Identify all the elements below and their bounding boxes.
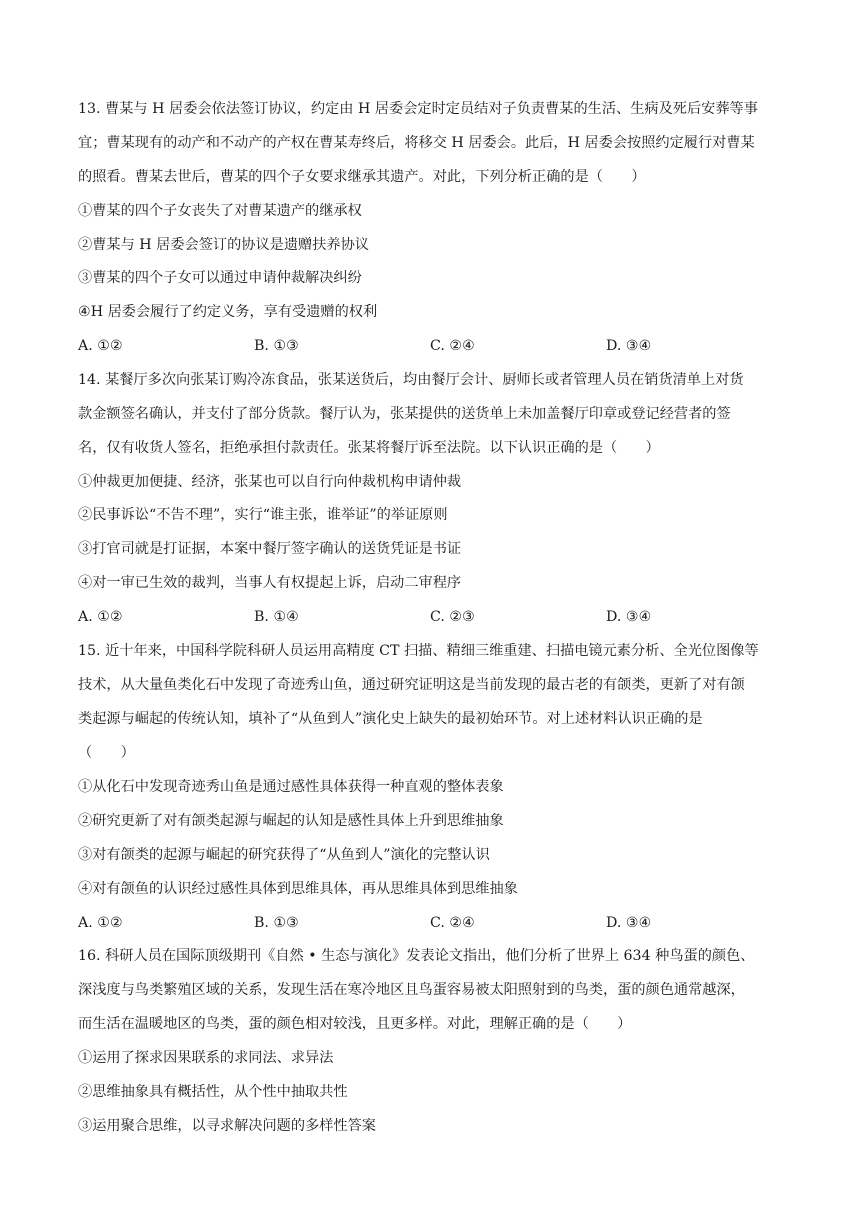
q15-stem-line-1: 15. 近十年来，中国科学院科研人员运用高精度 CT 扫描、精细三维重建、扫描电镜元素分析、全光位图像等 xyxy=(78,643,759,659)
q13-option-d: D. ③④ xyxy=(606,338,652,354)
q14-statement-1: ①仲裁更加便捷、经济，张某也可以自行向仲裁机构申请仲裁 xyxy=(78,474,462,490)
q16-statement-1: ①运用了探求因果联系的求同法、求异法 xyxy=(78,1050,334,1066)
q16-statement-3: ③运用聚合思维，以寻求解决问题的多样性答案 xyxy=(78,1118,376,1134)
q13-statement-3: ③曹某的四个子女可以通过申请仲裁解决纠纷 xyxy=(78,270,362,286)
q13-statement-2: ②曹某与 H 居委会签订的协议是遗赠扶养协议 xyxy=(78,237,369,253)
q13-options xyxy=(78,336,798,356)
q15-stem-line-4: （ ） xyxy=(78,745,135,761)
q13-option-a: A. ①② xyxy=(78,338,123,354)
q13-stem-line-2: 宜；曹某现有的动产和不动产的产权在曹某寿终后，将移交 H 居委会。此后，H 居委会按照约定履行对曹某 xyxy=(78,135,755,151)
q15-option-b: B. ①③ xyxy=(254,915,299,931)
q13-option-b: B. ①③ xyxy=(254,338,299,354)
q15-statement-2: ②研究更新了对有颌类起源与崛起的认知是感性具体上升到思维抽象 xyxy=(78,813,504,829)
q14-stem-line-1: 14. 某餐厅多次向张某订购冷冻食品，张某送货后，均由餐厅会计、厨师长或者管理人员在销货清单上对货 xyxy=(78,372,744,388)
q16-stem-line-3: 而生活在温暖地区的鸟类，蛋的颜色相对较浅，且更多样。对此，理解正确的是（ ） xyxy=(78,1016,632,1032)
q15-statement-1: ①从化石中发现奇迹秀山鱼是通过感性具体获得一种直观的整体表象 xyxy=(78,779,504,795)
q15-stem-line-2: 技术，从大量鱼类化石中发现了奇迹秀山鱼，通过研究证明这是当前发现的最古老的有颌类，更新了对有颌 xyxy=(78,677,745,693)
q14-option-d: D. ③④ xyxy=(606,609,652,625)
q13-statement-4: ④H 居委会履行了约定义务，享有受遗赠的权利 xyxy=(78,304,378,320)
q15-option-d: D. ③④ xyxy=(606,915,652,931)
q14-options xyxy=(78,607,798,627)
q15-statement-4: ④对有颌鱼的认识经过感性具体到思维具体，再从思维具体到思维抽象 xyxy=(78,881,518,897)
q14-option-c: C. ②③ xyxy=(430,609,475,625)
q14-statement-3: ③打官司就是打证据，本案中餐厅签字确认的送货凭证是书证 xyxy=(78,541,462,557)
q13-stem-line-1: 13. 曹某与 H 居委会依法签订协议，约定由 H 居委会定时定员结对子负责曹某的生活、生病及死后安葬等事 xyxy=(78,101,758,117)
q15-options xyxy=(78,913,798,933)
q16-stem-line-2: 深浅度与鸟类繁殖区域的关系，发现生活在寒冷地区且鸟蛋容易被太阳照射到的鸟类，蛋的颜色通常越深， xyxy=(78,982,745,998)
q13-option-c: C. ②④ xyxy=(430,338,475,354)
q14-stem-line-2: 款金额签名确认，并支付了部分货款。餐厅认为，张某提供的送货单上未加盖餐厅印章或登记经营者的签 xyxy=(78,406,731,422)
q13-statement-1: ①曹某的四个子女丧失了对曹某遗产的继承权 xyxy=(78,203,362,219)
q14-option-b: B. ①④ xyxy=(254,609,299,625)
q15-option-c: C. ②④ xyxy=(430,915,475,931)
q14-option-a: A. ①② xyxy=(78,609,123,625)
q16-statement-2: ②思维抽象具有概括性，从个性中抽取共性 xyxy=(78,1084,348,1100)
q16-stem-line-1: 16. 科研人员在国际顶级期刊《自然 • 生态与演化》发表论文指出，他们分析了世界上 634 种鸟蛋的颜色、 xyxy=(78,948,755,964)
q14-stem-line-3: 名，仅有收货人签名，拒绝承担付款责任。张某将餐厅诉至法院。以下认识正确的是（ ） xyxy=(78,440,660,456)
q14-statement-2: ②民事诉讼“不告不理”，实行“谁主张，谁举证”的举证原则 xyxy=(78,507,448,523)
q15-statement-3: ③对有颌类的起源与崛起的研究获得了“从鱼到人”演化的完整认识 xyxy=(78,847,490,863)
q13-stem-line-3: 的照看。曹某去世后，曹某的四个子女要求继承其遗产。对此，下列分析正确的是（ ） xyxy=(78,169,646,185)
q15-stem-line-3: 类起源与崛起的传统认知，填补了“从鱼到人”演化史上缺失的最初始环节。对上述材料认识正确的是 xyxy=(78,711,703,727)
q15-option-a: A. ①② xyxy=(78,915,123,931)
q14-statement-4: ④对一审已生效的裁判，当事人有权提起上诉，启动二审程序 xyxy=(78,575,462,591)
